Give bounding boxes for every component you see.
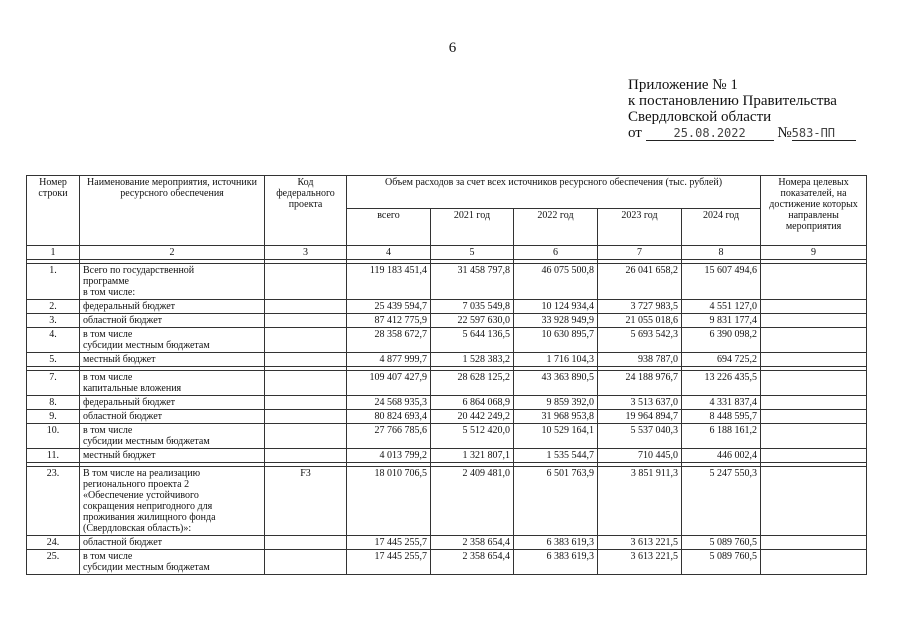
table-row (27, 300, 867, 314)
table-row (27, 410, 867, 424)
federal-code-cell (265, 410, 347, 424)
federal-code-cell (265, 371, 347, 396)
row-number-cell: 1. (27, 264, 80, 300)
total-cell: 4 877 999,7 (347, 353, 431, 367)
year-2023-cell: 3 513 637,0 (598, 396, 682, 410)
row-name-cell: в том числе субсидии местным бюджетам (80, 550, 265, 575)
appendix-region: Свердловской области (628, 109, 772, 125)
year-2024-cell: 6 390 098,2 (682, 328, 761, 353)
row-name-cell: областной бюджет (80, 314, 265, 328)
column-number-cell: 2 (80, 246, 265, 260)
target-indicators-cell (761, 328, 867, 353)
table-body (27, 246, 867, 575)
table-row (27, 371, 867, 396)
row-name-cell: В том числе на реализацию регионального проекта 2 «Обеспечение устойчивого сокращения непригодного для проживания жилищного фонда (Свердловская область)»: (80, 467, 265, 536)
year-2024-cell: 9 831 177,4 (682, 314, 761, 328)
year-2022-cell: 33 928 949,9 (514, 314, 598, 328)
year-2021-cell: 5 644 136,5 (431, 328, 514, 353)
table-row (27, 264, 867, 300)
appendix-date-number-line (628, 125, 856, 141)
row-number-cell: 11. (27, 449, 80, 463)
header-target-indicators: Номера целевых показателей, на достижение которых направлены мероприятия (761, 176, 867, 246)
year-2024-cell: 15 607 494,6 (682, 264, 761, 300)
year-2023-cell: 5 537 040,3 (598, 424, 682, 449)
table-row (27, 467, 867, 536)
header-name: Наименование мероприятия, источники ресурсного обеспечения (80, 176, 265, 246)
target-indicators-cell (761, 314, 867, 328)
header-total: всего (347, 209, 431, 246)
column-number-cell: 5 (431, 246, 514, 260)
year-2021-cell: 5 512 420,0 (431, 424, 514, 449)
year-2024-cell: 8 448 595,7 (682, 410, 761, 424)
header-2024: 2024 год (682, 209, 761, 246)
table-row (27, 550, 867, 575)
year-2021-cell: 2 409 481,0 (431, 467, 514, 536)
year-2022-cell: 9 859 392,0 (514, 396, 598, 410)
federal-code-cell (265, 396, 347, 410)
row-number-cell: 8. (27, 396, 80, 410)
expenses-table (26, 175, 867, 575)
row-name-cell: местный бюджет (80, 353, 265, 367)
total-cell: 25 439 594,7 (347, 300, 431, 314)
header-2022: 2022 год (514, 209, 598, 246)
header-2021: 2021 год (431, 209, 514, 246)
year-2024-cell: 6 188 161,2 (682, 424, 761, 449)
year-2021-cell: 6 864 068,9 (431, 396, 514, 410)
row-number-cell: 9. (27, 410, 80, 424)
row-number-cell: 3. (27, 314, 80, 328)
page-number: 6 (448, 40, 457, 56)
header-federal-project-code: Код федерального проекта (265, 176, 347, 246)
row-number-cell: 10. (27, 424, 80, 449)
table-row (27, 449, 867, 463)
row-name-cell: в том числе капитальные вложения (80, 371, 265, 396)
federal-code-cell (265, 424, 347, 449)
total-cell: 109 407 427,9 (347, 371, 431, 396)
year-2021-cell: 1 321 807,1 (431, 449, 514, 463)
year-2024-cell: 5 247 550,3 (682, 467, 761, 536)
federal-code-cell (265, 550, 347, 575)
column-number-cell: 7 (598, 246, 682, 260)
total-cell: 28 358 672,7 (347, 328, 431, 353)
year-2022-cell: 6 383 619,3 (514, 536, 598, 550)
row-name-cell: федеральный бюджет (80, 396, 265, 410)
federal-code-cell (265, 449, 347, 463)
year-2023-cell: 3 727 983,5 (598, 300, 682, 314)
total-cell: 87 412 775,9 (347, 314, 431, 328)
year-2024-cell: 13 226 435,5 (682, 371, 761, 396)
federal-code-cell (265, 536, 347, 550)
year-2021-cell: 7 035 549,8 (431, 300, 514, 314)
row-number-cell: 24. (27, 536, 80, 550)
table-row (27, 536, 867, 550)
number-label: № (777, 125, 792, 141)
federal-code-cell (265, 264, 347, 300)
year-2023-cell: 24 188 976,7 (598, 371, 682, 396)
year-2022-cell: 6 383 619,3 (514, 550, 598, 575)
federal-code-cell (265, 328, 347, 353)
target-indicators-cell (761, 550, 867, 575)
year-2021-cell: 31 458 797,8 (431, 264, 514, 300)
year-2022-cell: 6 501 763,9 (514, 467, 598, 536)
target-indicators-cell (761, 300, 867, 314)
column-number-cell: 8 (682, 246, 761, 260)
year-2021-cell: 22 597 630,0 (431, 314, 514, 328)
year-2023-cell: 3 613 221,5 (598, 550, 682, 575)
year-2022-cell: 46 075 500,8 (514, 264, 598, 300)
target-indicators-cell (761, 467, 867, 536)
row-number-cell: 23. (27, 467, 80, 536)
year-2024-cell: 5 089 760,5 (682, 536, 761, 550)
total-cell: 119 183 451,4 (347, 264, 431, 300)
appendix-resolution: к постановлению Правительства (628, 93, 837, 109)
appendix-header (628, 77, 856, 141)
year-2023-cell: 938 787,0 (598, 353, 682, 367)
table-row (27, 353, 867, 367)
year-2021-cell: 28 628 125,2 (431, 371, 514, 396)
row-number-cell: 5. (27, 353, 80, 367)
total-cell: 17 445 255,7 (347, 550, 431, 575)
year-2021-cell: 2 358 654,4 (431, 550, 514, 575)
total-cell: 27 766 785,6 (347, 424, 431, 449)
row-number-cell: 4. (27, 328, 80, 353)
row-name-cell: в том числе субсидии местным бюджетам (80, 328, 265, 353)
header-2023: 2023 год (598, 209, 682, 246)
table-row (27, 396, 867, 410)
row-name-cell: местный бюджет (80, 449, 265, 463)
column-number-cell: 6 (514, 246, 598, 260)
row-name-cell: в том числе субсидии местным бюджетам (80, 424, 265, 449)
year-2022-cell: 31 968 953,8 (514, 410, 598, 424)
year-2022-cell: 1 716 104,3 (514, 353, 598, 367)
year-2024-cell: 446 002,4 (682, 449, 761, 463)
year-2024-cell: 4 551 127,0 (682, 300, 761, 314)
row-number-cell: 2. (27, 300, 80, 314)
total-cell: 18 010 706,5 (347, 467, 431, 536)
table-header (27, 176, 867, 246)
year-2022-cell: 10 529 164,1 (514, 424, 598, 449)
target-indicators-cell (761, 410, 867, 424)
federal-code-cell: F3 (265, 467, 347, 536)
year-2024-cell: 5 089 760,5 (682, 550, 761, 575)
row-number-cell: 7. (27, 371, 80, 396)
row-number-cell: 25. (27, 550, 80, 575)
target-indicators-cell (761, 264, 867, 300)
column-number-cell: 3 (265, 246, 347, 260)
target-indicators-cell (761, 424, 867, 449)
year-2023-cell: 21 055 018,6 (598, 314, 682, 328)
year-2023-cell: 3 851 911,3 (598, 467, 682, 536)
target-indicators-cell (761, 371, 867, 396)
federal-code-cell (265, 314, 347, 328)
column-number-cell: 1 (27, 246, 80, 260)
year-2021-cell: 1 528 383,2 (431, 353, 514, 367)
year-2022-cell: 43 363 890,5 (514, 371, 598, 396)
year-2023-cell: 710 445,0 (598, 449, 682, 463)
total-cell: 4 013 799,2 (347, 449, 431, 463)
total-cell: 80 824 693,4 (347, 410, 431, 424)
row-name-cell: областной бюджет (80, 410, 265, 424)
column-number-cell: 9 (761, 246, 867, 260)
table-row (27, 328, 867, 353)
federal-code-cell (265, 353, 347, 367)
year-2022-cell: 10 124 934,4 (514, 300, 598, 314)
year-2021-cell: 2 358 654,4 (431, 536, 514, 550)
federal-code-cell (265, 300, 347, 314)
row-name-cell: областной бюджет (80, 536, 265, 550)
year-2024-cell: 694 725,2 (682, 353, 761, 367)
resolution-number: 583-ПП (792, 126, 856, 141)
year-2023-cell: 19 964 894,7 (598, 410, 682, 424)
header-row-number: Номер строки (27, 176, 80, 246)
table-row (27, 424, 867, 449)
total-cell: 24 568 935,3 (347, 396, 431, 410)
year-2023-cell: 3 613 221,5 (598, 536, 682, 550)
year-2024-cell: 4 331 837,4 (682, 396, 761, 410)
target-indicators-cell (761, 396, 867, 410)
year-2021-cell: 20 442 249,2 (431, 410, 514, 424)
row-name-cell: федеральный бюджет (80, 300, 265, 314)
year-2023-cell: 5 693 542,3 (598, 328, 682, 353)
total-cell: 17 445 255,7 (347, 536, 431, 550)
column-number-cell: 4 (347, 246, 431, 260)
year-2022-cell: 10 630 895,7 (514, 328, 598, 353)
row-name-cell: Всего по государственной программе в том числе: (80, 264, 265, 300)
year-2023-cell: 26 041 658,2 (598, 264, 682, 300)
target-indicators-cell (761, 449, 867, 463)
target-indicators-cell (761, 353, 867, 367)
target-indicators-cell (761, 536, 867, 550)
resolution-date: 25.08.2022 (646, 126, 774, 141)
header-expenses: Объем расходов за счет всех источников ресурсного обеспечения (тыс. рублей) (347, 176, 761, 209)
appendix-title: Приложение № 1 (628, 77, 738, 93)
from-label: от (628, 125, 642, 141)
table-row (27, 314, 867, 328)
column-number-row (27, 246, 867, 260)
year-2022-cell: 1 535 544,7 (514, 449, 598, 463)
